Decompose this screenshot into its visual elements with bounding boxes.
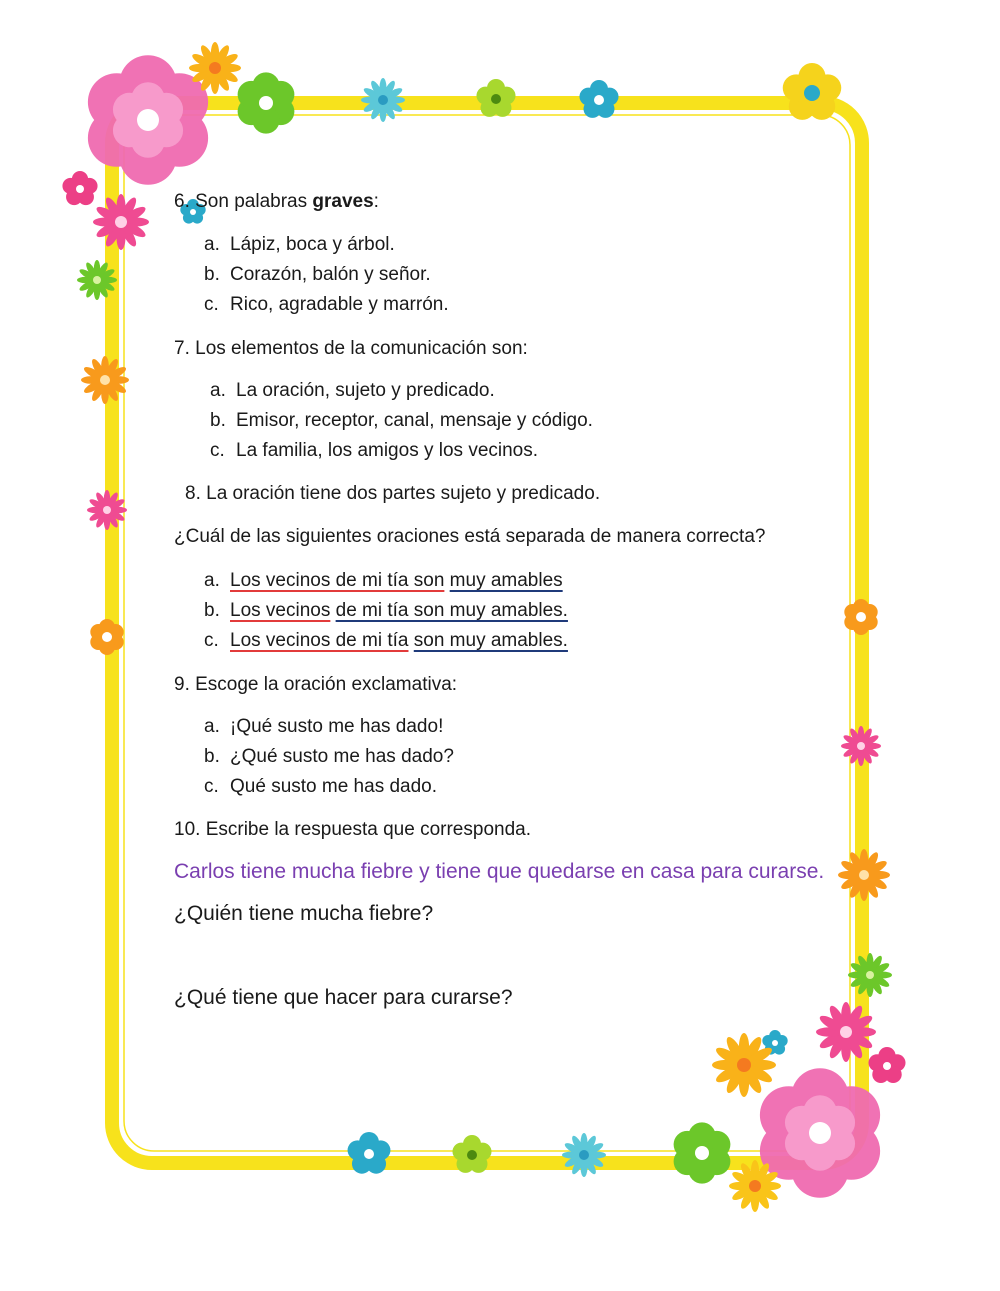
option-7b (210, 410, 593, 432)
question-8: 8. La oración tiene dos partes sujeto y predicado. (185, 483, 601, 504)
option-letter: c. (210, 440, 225, 461)
question-9: 9. Escoge la oración exclamativa: (174, 674, 458, 695)
question-6-prefix: 6. Son palabras (174, 191, 313, 212)
option-7a (210, 380, 495, 402)
option-letter: b. (204, 600, 220, 621)
option-letter: b. (210, 410, 226, 431)
option-text: Lápiz, boca y árbol. (230, 234, 395, 255)
option-text: La familia, los amigos y los vecinos. (236, 440, 539, 461)
question-7: 7. Los elementos de la comunicación son: (174, 338, 528, 359)
option-9b (204, 746, 454, 768)
question-8-prompt: ¿Cuál de las siguientes oraciones está separada de manera correcta? (174, 526, 766, 547)
option-predicate: muy amables (449, 570, 563, 591)
option-text: Rico, agradable y marrón. (230, 294, 449, 315)
option-letter: a. (204, 570, 220, 591)
option-letter: c. (204, 630, 219, 651)
option-letter: c. (204, 776, 219, 797)
question-6-keyword: graves (312, 191, 374, 212)
option-text: Corazón, balón y señor. (230, 264, 431, 285)
option-8c (204, 630, 568, 652)
option-predicate: de mi tía son muy amables. (335, 600, 568, 621)
option-7c (210, 440, 538, 462)
option-text: La oración, sujeto y predicado. (236, 380, 495, 401)
option-text: ¿Qué susto me has dado? (230, 746, 454, 767)
option-9a (204, 716, 443, 738)
option-9c (204, 776, 437, 798)
option-letter: a. (204, 234, 220, 255)
option-letter: c. (204, 294, 219, 315)
open-question-2: ¿Qué tiene que hacer para curarse? (174, 986, 513, 1009)
option-8a (204, 570, 563, 592)
open-question-1: ¿Quién tiene mucha fiebre? (174, 902, 434, 925)
question-6-suffix: : (373, 191, 379, 212)
question-6 (174, 191, 379, 213)
option-6a (204, 234, 395, 256)
option-subject: Los vecinos de mi tía (230, 630, 409, 651)
option-letter: b. (204, 746, 220, 767)
option-subject: Los vecinos de mi tía son (230, 570, 445, 591)
reading-passage: Carlos tiene mucha fiebre y tiene que quedarse en casa para curarse. (174, 860, 825, 883)
option-letter: a. (204, 716, 220, 737)
option-text: ¡Qué susto me has dado! (230, 716, 444, 737)
option-text: Emisor, receptor, canal, mensaje y código. (236, 410, 593, 431)
option-8b (204, 600, 568, 622)
option-6c (204, 294, 449, 316)
option-letter: a. (210, 380, 226, 401)
option-predicate: son muy amables. (413, 630, 568, 651)
option-subject: Los vecinos (230, 600, 331, 621)
option-letter: b. (204, 264, 220, 285)
option-6b (204, 264, 431, 286)
option-text: Qué susto me has dado. (230, 776, 438, 797)
question-10: 10. Escribe la respuesta que corresponda. (174, 819, 531, 840)
